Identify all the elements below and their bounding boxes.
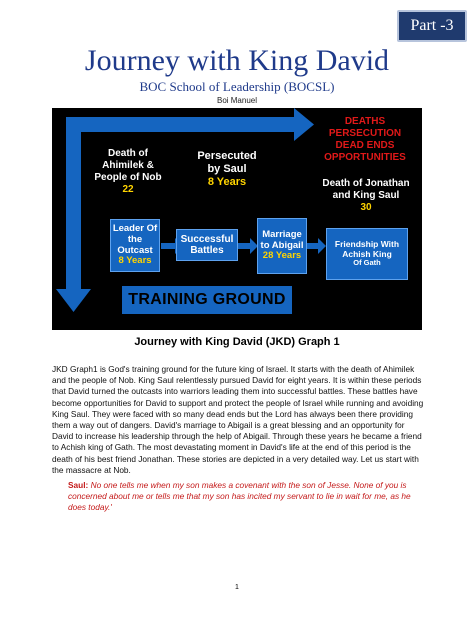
top-right-list xyxy=(310,116,420,164)
body-paragraph: JKD Graph1 is God's training ground for the future king of Israel. It starts with the death of Ahimilek and the people of Nob. King Saul relentlessly pursued David for eight years. It is within these periods that David turned the outcasts into warriors leading them into successful battles. These battles have become opportunities for David to support and protect the people of Israel while running and avoiding King Saul. They were faced with so many dead ends but the Lord has always been there providing them a way out of dangers. David's marriage to Abigail is a great blessing and an opportunity for David to increase his leadership through the help of Abigail. Through these years he became a friend to Achish king of Gath. The most devastating moment in David's life at the end of this period is the death of his best friend Jonathan. These stories are depicted in a very detailed way. Let us start with the massacre at Nob. xyxy=(52,364,424,475)
left-arrow-band xyxy=(66,117,81,289)
marriage-text: Marriage to Abigail xyxy=(260,228,304,251)
connector-1 xyxy=(161,243,175,249)
death-jonathan-text: Death of Jonathan and King Saul xyxy=(322,178,410,201)
saul-quote xyxy=(68,480,414,514)
page-number: 1 xyxy=(235,584,239,591)
author-name: Boi Manuel xyxy=(216,96,258,105)
battles-box xyxy=(176,229,238,261)
top-arrow-band xyxy=(66,117,294,132)
connector-2 xyxy=(238,243,250,249)
connector-3-head xyxy=(318,238,326,254)
persecuted-label xyxy=(192,150,262,190)
top-right-line-4: OPPORTUNITIES xyxy=(324,152,406,163)
leader-text: Leader Of the Outcast xyxy=(112,222,158,256)
death-jonathan-value: 30 xyxy=(360,202,372,213)
training-ground-banner: TRAINING GROUND xyxy=(122,286,292,314)
leader-value: 8 Years xyxy=(118,255,152,267)
down-arrow-head xyxy=(56,289,91,312)
part-badge: Part -3 xyxy=(397,10,467,42)
marriage-box xyxy=(257,218,307,274)
top-right-line-1: DEATHS xyxy=(344,116,386,127)
journey-diagram xyxy=(52,108,422,330)
marriage-value: 28 Years xyxy=(262,250,302,262)
death-jonathan-label xyxy=(314,178,418,214)
page-title: Journey with King David xyxy=(84,44,390,77)
friendship-sub: Of Gath xyxy=(353,258,381,268)
friendship-text: Friendship With Achish King xyxy=(334,238,400,259)
top-right-line-3: DEAD ENDS xyxy=(335,140,395,151)
quote-speaker: Saul: xyxy=(68,480,89,490)
connector-3 xyxy=(306,243,318,249)
persecuted-text: Persecuted by Saul xyxy=(197,150,257,176)
persecuted-value: 8 Years xyxy=(207,176,247,189)
death-nob-text: Death of Ahimilek & People of Nob xyxy=(94,148,162,183)
death-nob-label xyxy=(88,148,168,196)
graph-caption: Journey with King David (JKD) Graph 1 xyxy=(134,336,340,348)
friendship-box xyxy=(326,228,408,280)
quote-text: No one tells me when my son makes a covenant with the son of Jesse. None of you is concerned about me or tells me that my son has incited my servant to lie in wait for me, as he does today.' xyxy=(68,480,411,513)
leader-box xyxy=(110,219,160,272)
battles-text: Successful Battles xyxy=(180,233,234,256)
top-right-line-2: PERSECUTION xyxy=(328,128,402,139)
death-nob-value: 22 xyxy=(122,184,134,195)
page-subtitle: BOC School of Leadership (BOCSL) xyxy=(139,79,335,94)
